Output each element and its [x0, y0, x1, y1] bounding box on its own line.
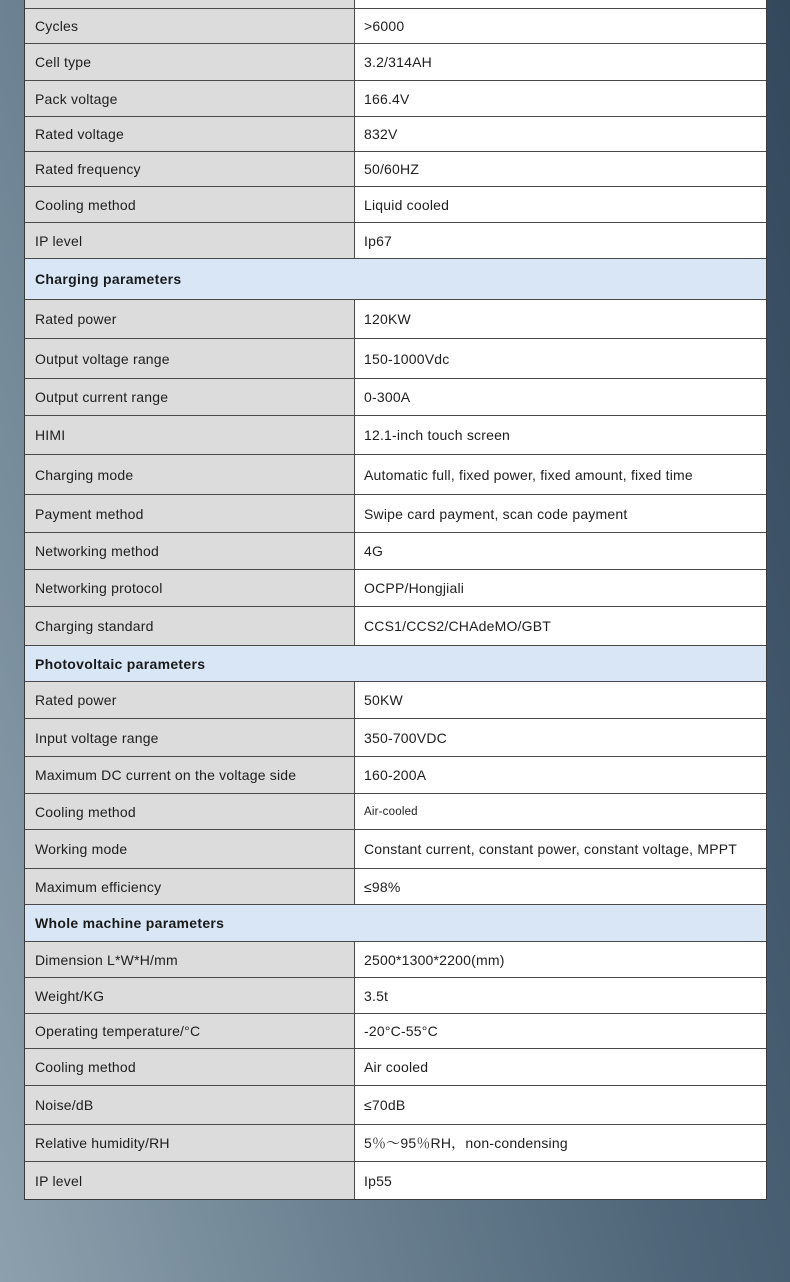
table-row	[25, 682, 766, 719]
row-label: Cooling method	[25, 794, 355, 829]
row-label: Rated power	[25, 682, 355, 718]
table-row	[25, 1014, 766, 1049]
table-row	[25, 607, 766, 646]
table-row	[25, 187, 766, 223]
table-row	[25, 339, 766, 379]
row-value: 4G	[355, 533, 766, 569]
row-value: CCS1/CCS2/CHAdeMO/GBT	[355, 607, 766, 645]
row-label: Cooling method	[25, 1049, 355, 1085]
table-row	[25, 416, 766, 455]
row-label: Maximum DC current on the voltage side	[25, 757, 355, 793]
table-row	[25, 455, 766, 495]
row-label: IP level	[25, 223, 355, 258]
row-label: Noise/dB	[25, 1086, 355, 1124]
row-value: Automatic full, fixed power, fixed amount, fixed time	[355, 455, 766, 494]
row-value: Ip67	[355, 223, 766, 258]
row-value: OCPP/Hongjiali	[355, 570, 766, 606]
row-label: Working mode	[25, 830, 355, 868]
table-row	[25, 719, 766, 757]
row-label: Relative humidity/RH	[25, 1125, 355, 1161]
row-value: Ip55	[355, 1162, 766, 1199]
row-value: 12.1-inch touch screen	[355, 416, 766, 454]
row-label: Payment method	[25, 495, 355, 532]
row-label: HIMI	[25, 416, 355, 454]
row-value: 50/60HZ	[355, 152, 766, 186]
table-row	[25, 830, 766, 869]
table-row	[25, 9, 766, 44]
row-label: Dimension L*W*H/mm	[25, 942, 355, 977]
table-row	[25, 152, 766, 187]
table-row	[25, 757, 766, 794]
table-row	[25, 533, 766, 570]
table-row	[25, 1125, 766, 1162]
row-label: Input voltage range	[25, 719, 355, 756]
table-row	[25, 300, 766, 339]
row-label: Output voltage range	[25, 339, 355, 378]
row-value: 350-700VDC	[355, 719, 766, 756]
row-label: Networking protocol	[25, 570, 355, 606]
row-label: Output current range	[25, 379, 355, 415]
table-row	[25, 81, 766, 117]
row-value: ≤98%	[355, 869, 766, 904]
row-value: Air cooled	[355, 1049, 766, 1085]
table-row	[25, 794, 766, 830]
table-row	[25, 44, 766, 81]
table-row	[25, 869, 766, 905]
row-label: Cooling method	[25, 187, 355, 222]
table-row	[25, 0, 766, 9]
row-value: >6000	[355, 9, 766, 43]
row-label: Charging mode	[25, 455, 355, 494]
row-value: 5％～95％RH，non-condensing	[355, 1125, 766, 1161]
row-value: 832V	[355, 117, 766, 151]
table-row	[25, 1162, 766, 1199]
row-label: Rated power	[25, 300, 355, 338]
row-label: Weight/KG	[25, 978, 355, 1013]
row-value: -20°C-55°C	[355, 1014, 766, 1048]
table-row	[25, 223, 766, 259]
row-value: 50KW	[355, 682, 766, 718]
row-value: Liquid cooled	[355, 187, 766, 222]
row-value: Constant current, constant power, constant voltage, MPPT	[355, 830, 766, 868]
row-value: 0-300A	[355, 379, 766, 415]
table-row	[25, 495, 766, 533]
section-header-charging: Charging parameters	[25, 259, 766, 300]
table-row	[25, 117, 766, 152]
table-row	[25, 379, 766, 416]
row-label: Maximum efficiency	[25, 869, 355, 904]
row-label: Networking method	[25, 533, 355, 569]
table-row	[25, 570, 766, 607]
table-row	[25, 978, 766, 1014]
row-value: 160-200A	[355, 757, 766, 793]
section-header-photovoltaic: Photovoltaic parameters	[25, 646, 766, 682]
row-value: Swipe card payment, scan code payment	[355, 495, 766, 532]
row-value: 3.5t	[355, 978, 766, 1013]
row-value: 166.4V	[355, 81, 766, 116]
row-value: 120KW	[355, 300, 766, 338]
spec-table	[24, 0, 767, 1200]
row-label: Charging standard	[25, 607, 355, 645]
row-value: 2500*1300*2200(mm)	[355, 942, 766, 977]
row-value: 3.2/314AH	[355, 44, 766, 80]
row-label: Rated voltage	[25, 117, 355, 151]
table-row	[25, 942, 766, 978]
row-label: Rated frequency	[25, 152, 355, 186]
row-value: ≤70dB	[355, 1086, 766, 1124]
row-label: IP level	[25, 1162, 355, 1199]
table-row	[25, 1049, 766, 1086]
row-label: Cell type	[25, 44, 355, 80]
row-value: Air-cooled	[355, 794, 766, 829]
row-label: Pack voltage	[25, 81, 355, 116]
section-header-whole-machine: Whole machine parameters	[25, 905, 766, 942]
row-label: Operating temperature/°C	[25, 1014, 355, 1048]
row-value: 150-1000Vdc	[355, 339, 766, 378]
row-label: Cycles	[25, 9, 355, 43]
table-row	[25, 1086, 766, 1125]
